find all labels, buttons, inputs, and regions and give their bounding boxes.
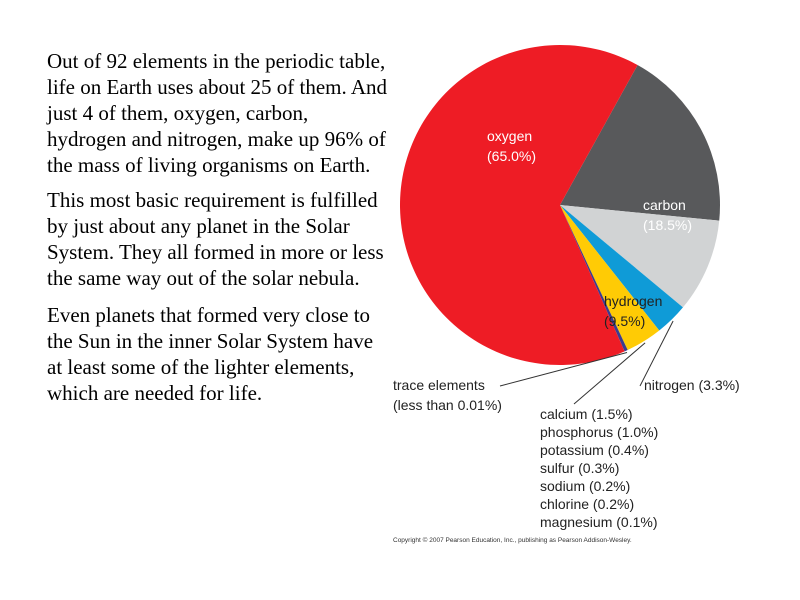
label-chlorine: chlorine (0.2%) xyxy=(540,496,635,512)
label-sodium: sodium (0.2%) xyxy=(540,478,631,494)
copyright-notice: Copyright © 2007 Pearson Education, Inc., publishing as Pearson Addison-Wesley. xyxy=(393,537,632,544)
label-trace-elements: trace elements xyxy=(393,377,485,393)
label-oxygen-name: oxygen xyxy=(487,128,533,144)
label-calcium: calcium (1.5%) xyxy=(540,406,633,422)
paragraph-3: Even planets that formed very close to the Sun in the inner Solar System have at least some of the lighter elements, which are needed for life. xyxy=(47,303,374,405)
label-phosphorus: phosphorus (1.0%) xyxy=(540,424,659,440)
label-magnesium: magnesium (0.1%) xyxy=(540,514,658,530)
label-carbon-value: (18.5%) xyxy=(643,217,693,233)
label-hydrogen-name: hydrogen xyxy=(604,293,663,309)
label-hydrogen-value: (9.5%) xyxy=(604,313,646,329)
paragraph-2: This most basic requirement is fulfilled by just about any planet in the Solar System. They all formed in more or less the same way out of the solar nebula. xyxy=(47,188,384,290)
label-sulfur: sulfur (0.3%) xyxy=(540,460,620,476)
label-oxygen-value: (65.0%) xyxy=(487,148,537,164)
label-potassium: potassium (0.4%) xyxy=(540,442,649,458)
label-trace-amount: (less than 0.01%) xyxy=(393,397,502,413)
label-nitrogen: nitrogen (3.3%) xyxy=(644,377,740,393)
label-carbon-name: carbon xyxy=(643,197,686,213)
paragraph-1: Out of 92 elements in the periodic table, life on Earth uses about 25 of them. And just 4 of them, oxygen, carbon, hydrogen and nitrogen, make up 96% of the mass of living organisms on Earth. xyxy=(47,49,388,177)
